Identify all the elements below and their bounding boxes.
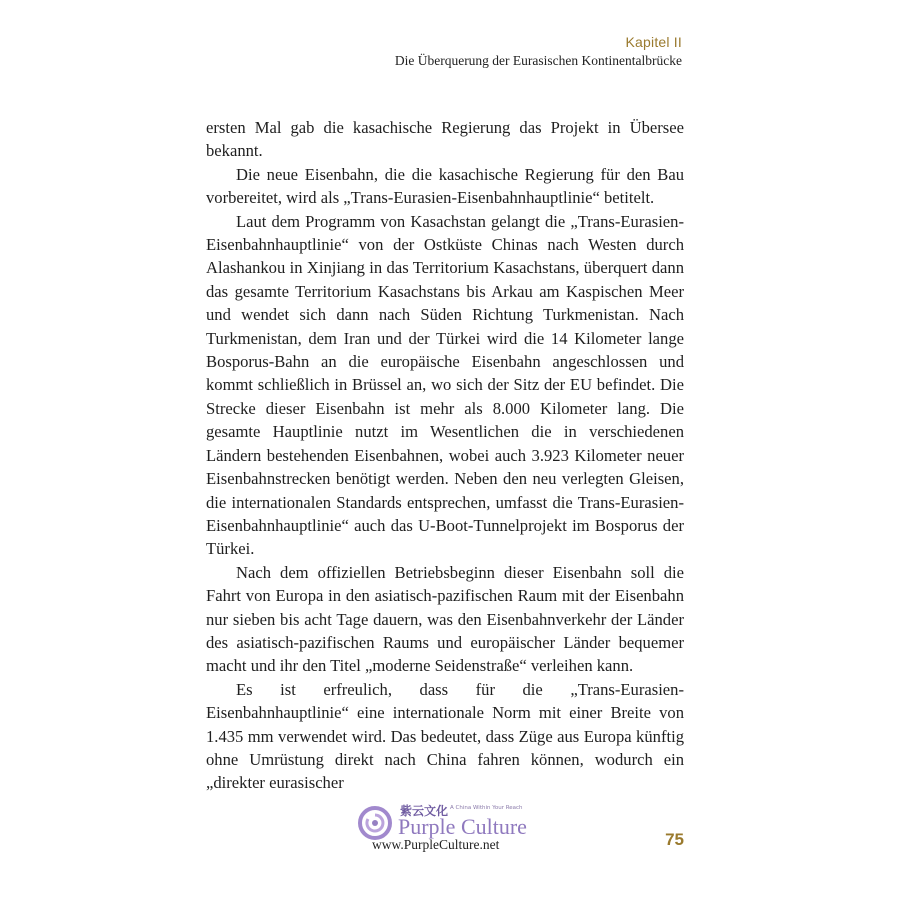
running-header — [395, 34, 682, 69]
watermark-url: www.PurpleCulture.net — [372, 837, 500, 852]
purple-culture-logo-icon — [358, 806, 392, 840]
watermark-chinese: 紫云文化 — [400, 804, 449, 818]
watermark-tagline: A China Within Your Reach — [450, 805, 523, 811]
paragraph: Laut dem Programm von Kasachstan gelangt die „Trans-Eurasien-Eisenbahnhauptlinie“ von der Ostküste Chinas nach Westen durch Alashankou in Xinjiang in das Territorium Kasachstans, überquert dann das gesamte Territorium Kasachstans bis Arkau am Kaspischen Meer und wendet sich dann nach Süden Richtung Turkmenistan. Nach Turkmenistan, dem Iran und der Türkei wird die 14 Kilometer lange Bosporus-Bahn an die europäische Eisenbahn angeschlossen und kommt schließlich in Brüssel an, wo sich der Sitz der EU befindet. Die Strecke dieser Eisenbahn ist mehr als 8.000 Kilometer lang. Die gesamte Hauptlinie nutzt im Wesentlichen die in verschiedenen Ländern bestehenden Eisenbahnen, wobei auch 3.923 Kilometer neuer Eisenbahnstrecken benötigt werden. Neben den neu verlegten Gleisen, die internationalen Standards entsprechen, umfasst die Trans-Eurasien-Eisenbahnhauptlinie“ auch das U-Boot-Tunnelprojekt im Bosporus der Türkei. — [206, 211, 684, 559]
paragraph: ersten Mal gab die kasachische Regierung das Projekt in Übersee bekannt. — [206, 118, 684, 161]
watermark — [352, 800, 552, 862]
chapter-label: Kapitel II — [625, 34, 682, 50]
paragraph: Es ist erfreulich, dass für die „Trans-Eurasien-Eisenbahnhauptlinie“ eine internationale Norm mit einer Breite von 1.435 mm verwendet wird. Das bedeutet, dass Züge aus Europa künftig ohne Umrüstung direkt nach China fahren können, wodurch ein „direkter eurasischer — [206, 679, 684, 793]
watermark-brand: Purple Culture — [398, 814, 527, 839]
body-text — [206, 116, 684, 795]
paragraph: Die neue Eisenbahn, die die kasachische Regierung für den Bau vorbereitet, wird als „Trans-Eurasien-Eisenbahnhauptlinie“ betitelt. — [206, 164, 684, 208]
page-number: 75 — [665, 830, 684, 849]
chapter-title: Die Überquerung der Eurasischen Kontinentalbrücke — [394, 53, 682, 68]
paragraph: Nach dem offiziellen Betriebsbeginn dieser Eisenbahn soll die Fahrt von Europa in den asiatisch-pazifischen Raum mit der Eisenbahn nur sieben bis acht Tage dauern, was den Eisenbahnverkehr der Länder des asiatisch-pazifischen Raums und europäischer Länder bequemer macht und ihr den Titel „moderne Seidenstraße“ verleihen kann. — [206, 562, 684, 676]
